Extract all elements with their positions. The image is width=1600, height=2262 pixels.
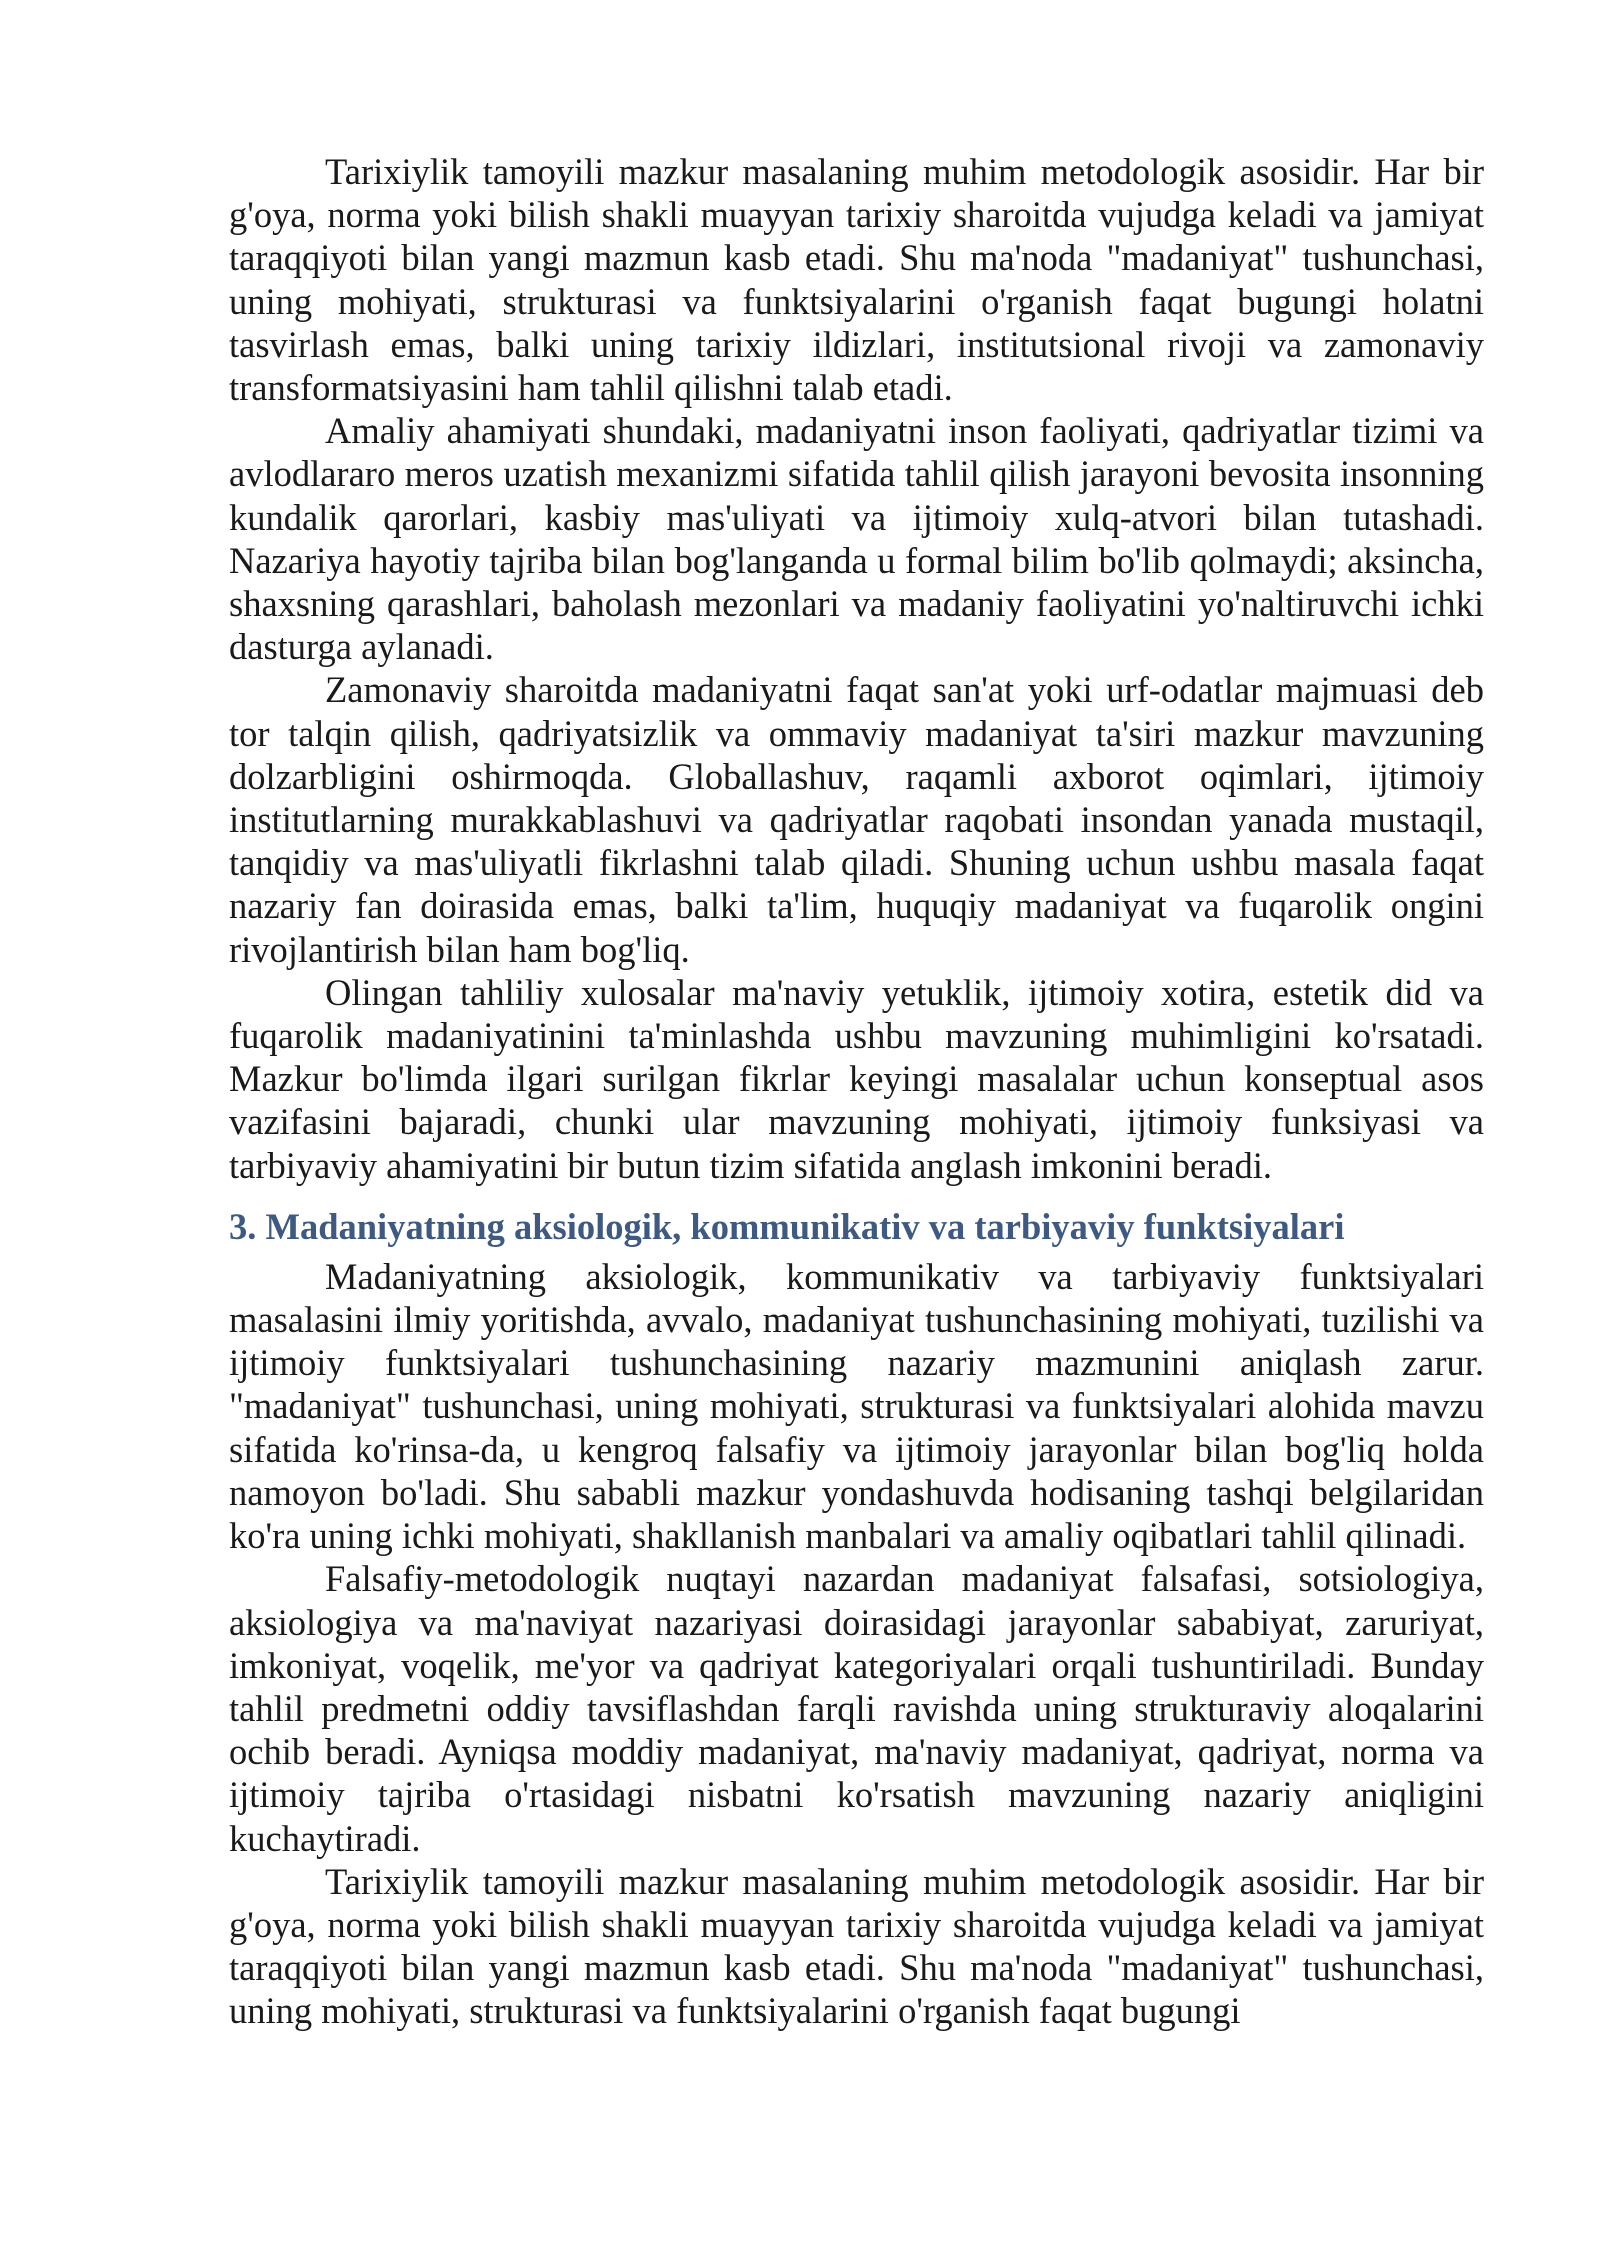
body-paragraph: Tarixiylik tamoyili mazkur masalaning muhim metodologik asosidir. Har bir g'oya, norma yoki bilish shakli muayyan tarixiy sharoitda vujudga keladi va jamiyat taraqqiyoti bilan yangi mazmun kasb etadi. Shu ma'noda "madaniyat" tushunchasi, uning mohiyati, strukturasi va funktsiyalarini o'rganish faqat bugungi holatni tasvirlash emas, balki uning tarixiy ildizlari, institutsional rivoji va zamonaviy transformatsiyasini ham tahlil qilishni talab etadi. xyxy=(229,151,1484,409)
document-page xyxy=(229,150,1484,2033)
body-paragraph: Zamonaviy sharoitda madaniyatni faqat san'at yoki urf-odatlar majmuasi deb tor talqin qilish, qadriyatsizlik va ommaviy madaniyat ta'siri mazkur mavzuning dolzarbligini oshirmoqda. Globallashuv, raqamli axborot oqimlari, ijtimoiy institutlarning murakkablashuvi va qadriyatlar raqobati insondan yanada mustaqil, tanqidiy va mas'uliyatli fikrlashni talab qiladi. Shuning uchun ushbu masala faqat nazariy fan doirasida emas, balki ta'lim, huquqiy madaniyat va fuqarolik ongini rivojlantirish bilan ham bog'liq. xyxy=(229,669,1484,970)
body-paragraph: Amaliy ahamiyati shundaki, madaniyatni inson faoliyati, qadriyatlar tizimi va avlodlararo meros uzatish mexanizmi sifatida tahlil qilish jarayoni bevosita insonning kundalik qarorlari, kasbiy mas'uliyati va ijtimoiy xulq-atvori bilan tutashadi. Nazariya hayotiy tajriba bilan bog'langanda u formal bilim bo'lib qolmaydi; aksincha, shaxsning qarashlari, baholash mezonlari va madaniy faoliyatini yo'naltiruvchi ichki dasturga aylanadi. xyxy=(229,410,1484,668)
body-paragraph: Madaniyatning aksiologik, kommunikativ va tarbiyaviy funktsiyalari masalasini ilmiy yoritishda, avvalo, madaniyat tushunchasining mohiyati, tuzilishi va ijtimoiy funktsiyalari tushunchasining nazariy mazmunini aniqlash zarur. "madaniyat" tushunchasi, uning mohiyati, strukturasi va funktsiyalari alohida mavzu sifatida ko'rinsa-da, u kengroq falsafiy va ijtimoiy jarayonlar bilan bog'liq holda namoyon bo'ladi. Shu sababli mazkur yondashuvda hodisaning tashqi belgilaridan ko'ra uning ichki mohiyati, shakllanish manbalari va amaliy oqibatlari tahlil qilinadi. xyxy=(229,1255,1484,1557)
section-heading: 3. Madaniyatning aksiologik, kommunikativ va tarbiyaviy funktsiyalari xyxy=(229,1205,1345,1247)
body-paragraph: Tarixiylik tamoyili mazkur masalaning muhim metodologik asosidir. Har bir g'oya, norma yoki bilish shakli muayyan tarixiy sharoitda vujudga keladi va jamiyat taraqqiyoti bilan yangi mazmun kasb etadi. Shu ma'noda "madaniyat" tushunchasi, uning mohiyati, strukturasi va funktsiyalarini o'rganish faqat bugungi xyxy=(229,1860,1484,2032)
body-paragraph: Falsafiy-metodologik nuqtayi nazardan madaniyat falsafasi, sotsiologiya, aksiologiya va ma'naviyat nazariyasi doirasidagi jarayonlar sababiyat, zaruriyat, imkoniyat, voqelik, me'yor va qadriyat kategoriyalari orqali tushuntiriladi. Bunday tahlil predmetni oddiy tavsiflashdan farqli ravishda uning strukturaviy aloqalarini ochib beradi. Ayniqsa moddiy madaniyat, ma'naviy madaniyat, qadriyat, norma va ijtimoiy tajriba o'rtasidagi nisbatni ko'rsatish mavzuning nazariy aniqligini kuchaytiradi. xyxy=(229,1558,1484,1859)
body-paragraph: Olingan tahliliy xulosalar ma'naviy yetuklik, ijtimoiy xotira, estetik did va fuqarolik madaniyatinini ta'minlashda ushbu mavzuning muhimligini ko'rsatadi. Mazkur bo'limda ilgari surilgan fikrlar keyingi masalalar uchun konseptual asos vazifasini bajaradi, chunki ular mavzuning mohiyati, ijtimoiy funksiyasi va tarbiyaviy ahamiyatini bir butun tizim sifatida anglash imkonini beradi. xyxy=(229,971,1484,1186)
